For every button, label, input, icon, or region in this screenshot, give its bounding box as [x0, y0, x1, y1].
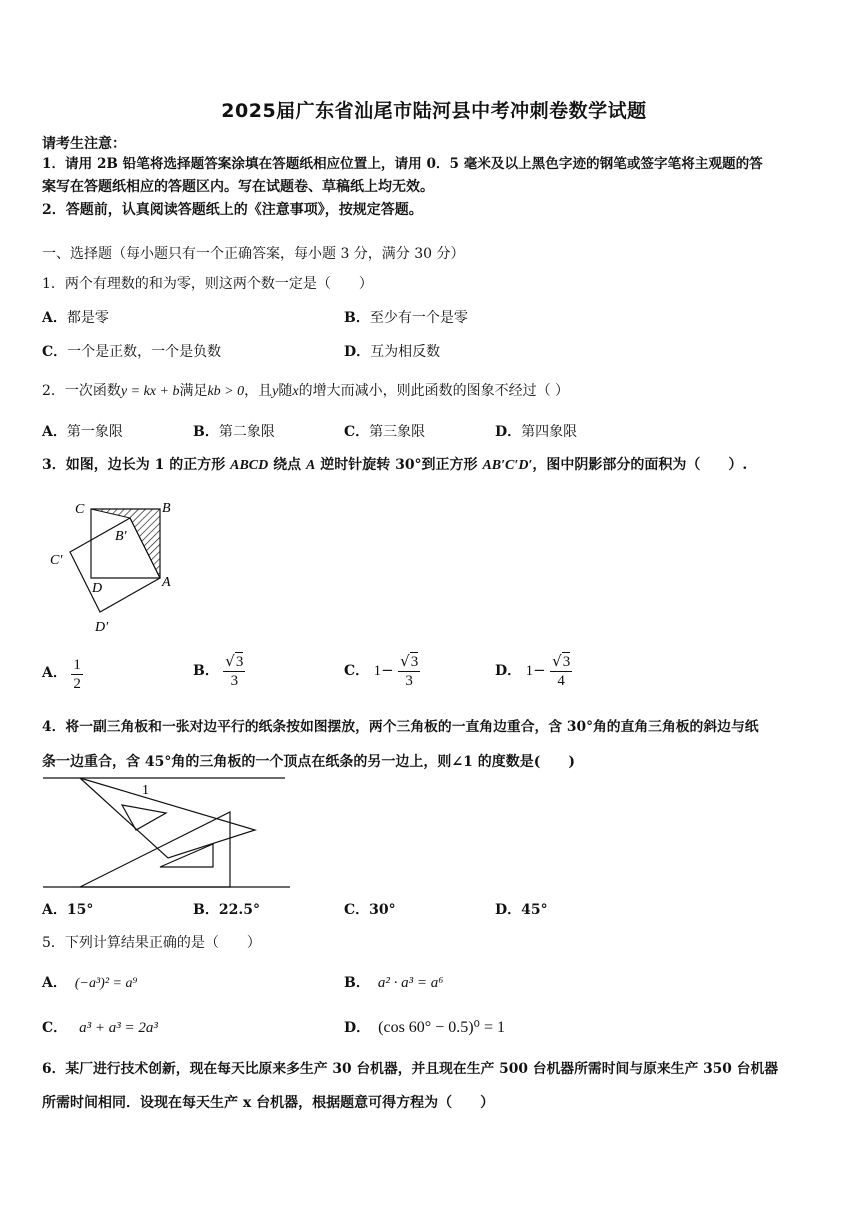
q4-option-a[interactable]: [42, 900, 93, 920]
q1-option-a[interactable]: [42, 308, 109, 328]
sqrt-sign: √: [400, 652, 410, 670]
denominator: 4: [557, 673, 565, 689]
option-label: A．: [42, 902, 67, 918]
q2-option-c[interactable]: [344, 422, 425, 442]
denominator: 3: [230, 673, 239, 689]
option-math: (−a³)² = a⁹: [74, 976, 138, 991]
q1-stem: 1．两个有理数的和为零，则这两个数一定是（ ）: [42, 276, 373, 292]
q3-square-1: ABCD: [230, 458, 269, 473]
label-c: C: [75, 502, 85, 517]
denominator: 2: [73, 676, 81, 692]
triangle-45: [80, 812, 230, 887]
q3-stem-post: ，图中阴影部分的面积为（ ）.: [532, 457, 748, 473]
q4-option-c[interactable]: [344, 900, 396, 920]
option-label: D．: [495, 424, 522, 440]
option-label: B．: [344, 975, 370, 991]
q5-option-a[interactable]: [42, 973, 137, 994]
option-text: 第三象限: [369, 424, 426, 440]
q4-option-d[interactable]: [495, 900, 548, 920]
q5-option-c[interactable]: [42, 1018, 158, 1038]
option-label: D．: [495, 663, 522, 679]
notice-line-1b: 案写在答题纸相应的答题区内。写在试题卷、草稿纸上均无效。: [42, 179, 434, 195]
radicand: 3: [235, 654, 244, 670]
minus: −: [381, 661, 394, 679]
option-math: (cos 60° − 0.5)⁰ = 1: [378, 1019, 505, 1036]
option-label: B．: [193, 663, 219, 679]
q5-stem: 5．下列计算结果正确的是（ ）: [42, 935, 261, 951]
option-label: C．: [344, 424, 370, 440]
q2-stem-mid1: 满足: [179, 383, 208, 399]
q4-stem-line-2: 条一边重合，含 45°角的三角板的一个顶点在纸条的另一边上，则∠1 的度数是( ): [42, 754, 575, 770]
numerator: [223, 652, 245, 672]
q3-square-2: AB′C′D′: [482, 458, 533, 473]
q3-point: A: [305, 458, 316, 473]
numerator: [550, 652, 572, 672]
angle-1-label: 1: [142, 783, 149, 798]
q5-option-b[interactable]: [344, 973, 443, 993]
q3-stem-mid2: 逆时针旋转 30°到正方形: [315, 457, 483, 473]
option-label: C．: [344, 902, 370, 918]
q3-figure: [42, 492, 192, 642]
one: 1: [525, 663, 534, 679]
label-b: B: [162, 501, 171, 516]
option-text: 30°: [369, 902, 396, 918]
option-math: a² · a³ = a⁶: [377, 975, 444, 991]
option-text: 至少有一个是零: [369, 310, 468, 326]
option-label: D．: [344, 1020, 371, 1036]
q6-stem-line-2: 所需时间相同．设现在每天生产 x 台机器，根据题意可得方程为（ ）: [42, 1095, 495, 1111]
q1-option-d[interactable]: [344, 342, 440, 362]
triangle-30-cutout: [122, 805, 166, 830]
option-text: 15°: [66, 902, 94, 918]
fraction: [398, 652, 420, 690]
notice-heading: 请考生注意：: [42, 136, 126, 152]
q3-stem-pre: 3．如图，边长为 1 的正方形: [42, 457, 231, 473]
q5-option-d[interactable]: [344, 1018, 505, 1038]
q3-option-b[interactable]: [193, 652, 245, 690]
option-text: 都是零: [66, 310, 109, 326]
sqrt-sign: √: [225, 652, 235, 670]
q2-option-d[interactable]: [495, 422, 577, 442]
q4-stem-line-1: 4．将一副三角板和一张对边平行的纸条按如图摆放，两个三角板的一直角边重合，含 30°角的直角三角板的斜边与纸: [42, 719, 759, 735]
q2-condition: kb > 0: [207, 384, 245, 399]
q2-function: y = kx + b: [120, 384, 180, 399]
triangle-45-cutout: [160, 844, 213, 867]
one: 1: [373, 663, 382, 679]
label-d: D: [92, 581, 103, 596]
option-label: A．: [42, 664, 67, 681]
option-label: B．: [344, 310, 370, 326]
notice-line-1a: 1．请用 2B 铅笔将选择题答案涂填在答题纸相应位置上，请用 0．5 毫米及以上黑色字迹的钢笔或签字笔将主观题的答: [42, 156, 763, 172]
q6-stem-line-1: 6．某厂进行技术创新，现在每天比原来多生产 30 台机器，并且现在生产 500 台机器所需时间与原来生产 350 台机器: [42, 1061, 779, 1077]
q2-option-a[interactable]: [42, 422, 123, 442]
q1-option-c[interactable]: [42, 342, 221, 362]
q2-var-y: y: [272, 384, 279, 399]
triangle-30: [80, 778, 255, 858]
option-label: B．: [193, 902, 219, 918]
minus: −: [533, 661, 546, 679]
q4-figure: [40, 770, 295, 895]
q4-option-b[interactable]: [193, 900, 260, 920]
page-title: 2025届广东省汕尾市陆河县中考冲刺卷数学试题: [221, 100, 647, 122]
option-text: 第四象限: [521, 424, 578, 440]
option-label: D．: [344, 344, 371, 360]
denominator: 3: [405, 673, 413, 689]
q1-option-b[interactable]: [344, 308, 468, 328]
option-label: C．: [42, 1020, 68, 1036]
label-c-prime: C′: [50, 553, 63, 568]
option-label: A．: [42, 424, 67, 440]
option-text: 22.5°: [218, 902, 260, 918]
numerator: [398, 652, 420, 672]
q3-option-a[interactable]: [42, 656, 83, 693]
sqrt-sign: √: [552, 652, 562, 670]
q3-stem-mid1: 绕点: [268, 457, 306, 473]
numerator: 1: [73, 657, 81, 673]
q3-option-c[interactable]: [344, 652, 420, 690]
label-d-prime: D′: [95, 620, 109, 635]
notice-line-2: 2．答题前，认真阅读答题纸上的《注意事项》，按规定答题。: [42, 202, 423, 218]
option-text: 第二象限: [218, 424, 275, 440]
option-text: 45°: [521, 902, 548, 918]
option-label: B．: [193, 424, 219, 440]
q2-stem: [42, 381, 569, 402]
label-b-prime: B′: [115, 529, 127, 544]
q2-option-b[interactable]: [193, 422, 275, 442]
q2-stem-post: 的增大而减小，则此函数的图象不经过（ ）: [298, 383, 570, 399]
option-label: C．: [344, 663, 370, 679]
fraction: [550, 652, 572, 690]
option-label: D．: [495, 902, 522, 918]
radicand: 3: [410, 654, 419, 670]
radicand: 3: [562, 654, 571, 670]
option-label: A．: [42, 975, 67, 991]
label-a: A: [162, 575, 171, 590]
option-text: 一个是正数，一个是负数: [67, 344, 222, 360]
option-label: A．: [42, 310, 67, 326]
q2-var-x: x: [292, 384, 299, 399]
q2-stem-mid2: ，且: [244, 383, 273, 399]
section-heading: 一、选择题（每小题只有一个正确答案，每小题 3 分，满分 30 分）: [42, 246, 465, 262]
fraction: [71, 656, 83, 693]
option-math: a³ + a³ = 2a³: [79, 1020, 158, 1036]
option-text: 第一象限: [66, 424, 123, 440]
q3-option-d[interactable]: [495, 652, 572, 690]
fraction: [223, 652, 245, 690]
option-text: 互为相反数: [370, 344, 441, 360]
q2-stem-pre: 2．一次函数: [42, 383, 121, 399]
option-label: C．: [42, 344, 68, 360]
q3-stem: [42, 455, 747, 476]
q2-stem-mid3: 随: [278, 383, 293, 399]
